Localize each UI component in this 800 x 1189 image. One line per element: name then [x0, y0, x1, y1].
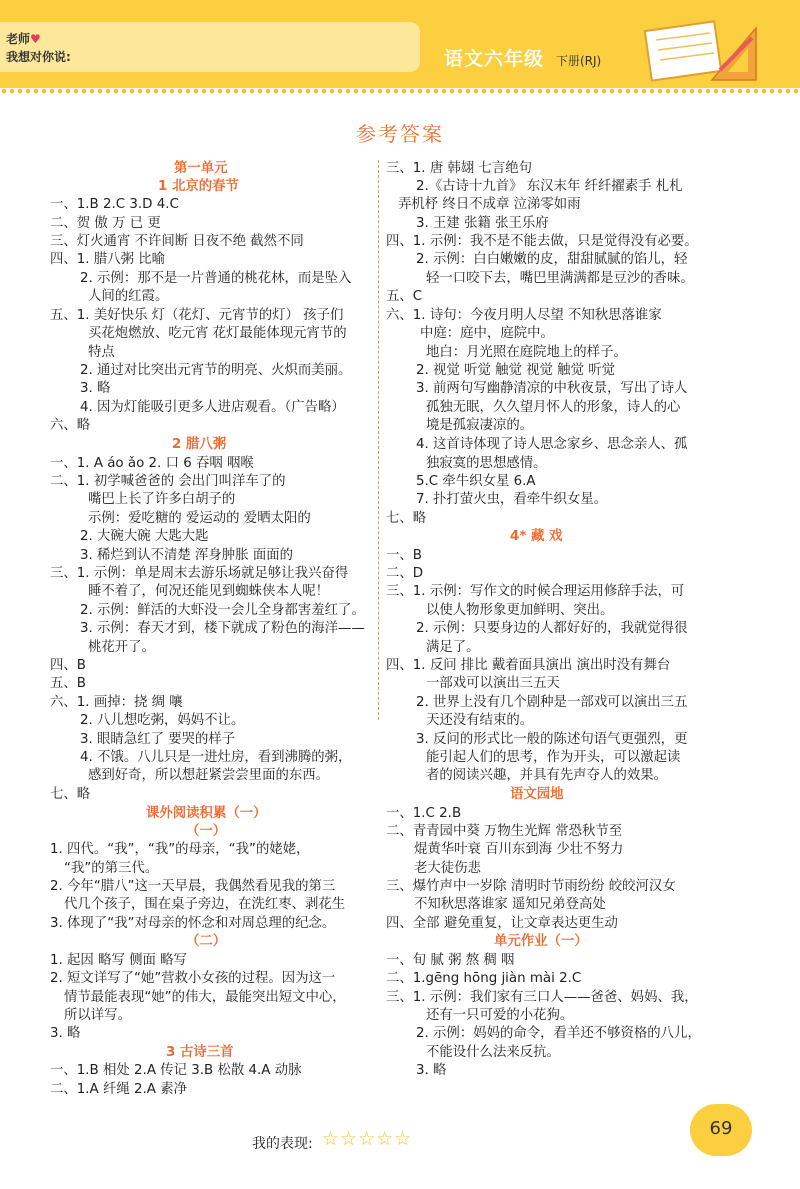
answer-line: 三、1. 示例：写作文的时候合理运用修辞手法，可: [386, 584, 685, 599]
answer-line: 独寂寞的思想感情。: [426, 456, 547, 471]
answer-line: 七、略: [386, 511, 427, 526]
answer-line: 2. 短文详写了“她”营救小女孩的过程。因为这一: [50, 971, 336, 986]
answer-line: 四、1. 腊八粥 比喻: [50, 252, 166, 267]
answer-line: 3. 稀烂到认不清楚 浑身肿胀 面面的: [80, 548, 294, 563]
answer-line: 一、B: [386, 548, 422, 563]
answer-line: 能引起人们的思考，作为开头，可以激起读: [426, 750, 681, 765]
answer-line: 3. 眼睛急红了 要哭的样子: [80, 732, 236, 747]
answer-line: 3. 前两句写幽静清凉的中秋夜景，写出了诗人: [416, 381, 688, 396]
section-heading: 1 北京的春节: [158, 179, 239, 194]
page-title: 参考答案: [356, 122, 444, 146]
answer-line: 境是孤寂凄凉的。: [426, 418, 534, 433]
answer-line: 所以详写。: [64, 1008, 131, 1023]
answer-line: 中庭：庭中，庭院中。: [420, 326, 554, 341]
answer-line: 2. 示例：白白嫩嫩的皮，甜甜腻腻的馅儿，轻: [416, 252, 688, 267]
column-divider: [378, 160, 379, 720]
notebook-ruler-icon: [620, 8, 760, 86]
answer-line: 三、1. 示例：我们家有三口人——爸爸、妈妈、我，: [386, 990, 698, 1005]
answer-line: 2. 示例：只要身边的人都好好的，我就觉得很: [416, 621, 688, 636]
answer-line: 一、1. A áo ǎo 2. 口 6 吞咽 咽喉: [50, 456, 254, 471]
answer-line: 买花炮燃放、吃元宵 花灯最能体现元宵节的: [88, 326, 347, 341]
answer-line: 三、爆竹声中一岁除 清明时节雨纷纷 皎皎河汉女: [386, 879, 676, 894]
answer-line: 者的阅读兴趣，并具有先声夺人的效果。: [426, 768, 668, 783]
teacher-label: 老师♥: [6, 32, 41, 46]
answer-line: 桃花开了。: [88, 640, 155, 655]
answer-line: 一、1.B 相处 2.A 传记 3.B 松散 4.A 动脉: [50, 1063, 302, 1078]
section-heading: （二）: [186, 934, 227, 949]
answer-line: 以使人物形象更加鲜明、突出。: [426, 603, 614, 618]
answer-line: 六、1. 诗句：今夜月明人尽望 不知秋思落谁家: [386, 308, 662, 323]
answer-line: 2. 示例：鲜活的大虾没一会儿全身都害羞红了。: [80, 603, 365, 618]
answer-line: 六、1. 画掉：挠 绸 嚷: [50, 695, 183, 710]
answer-line: 3. 略: [50, 1026, 81, 1041]
teacher-say: 我想对你说:: [6, 50, 71, 64]
answer-line: 2. 通过对比突出元宵节的明亮、火炽而美丽。: [80, 363, 352, 378]
answer-line: 1. 四代。“我”，“我”的母亲，“我”的姥姥，: [50, 842, 310, 857]
answer-line: 三、1. 唐 韩翃 七言绝句: [386, 161, 533, 176]
section-heading: 4* 藏 戏: [510, 529, 563, 544]
answer-line: 二、贺 傲 万 已 更: [50, 216, 161, 231]
answer-line: 不能设什么法来反抗。: [426, 1045, 560, 1060]
performance-label: 我的表现:: [252, 1136, 313, 1152]
answer-line: 情节最能表现“她”的伟大，最能突出短文中心，: [64, 990, 346, 1005]
answer-line: 2. 示例：那不是一片普通的桃花林，而是坠入: [80, 271, 352, 286]
answer-line: 天还没有结束的。: [426, 713, 534, 728]
answer-line: 地白：月光照在庭院地上的样子。: [426, 345, 627, 360]
answer-line: 一、1.C 2.B: [386, 806, 462, 821]
answer-line: 一、1.B 2.C 3.D 4.C: [50, 197, 179, 212]
answer-line: 四、1. 反问 排比 戴着面具演出 演出时没有舞台: [386, 658, 671, 673]
answer-line: 3. 略: [80, 381, 111, 396]
answer-line: 感到好奇，所以想赶紧尝尝里面的东西。: [88, 768, 330, 783]
section-heading: 第一单元: [174, 161, 228, 176]
header-dots: [0, 88, 800, 94]
section-heading: 3 古诗三首: [166, 1045, 234, 1060]
answer-line: 嘴巴上长了许多白胡子的: [88, 492, 236, 507]
answer-line: 2. 世界上没有几个剧种是一部戏可以演出三五: [416, 695, 688, 710]
answer-line: 五、1. 美好快乐 灯（花灯、元宵节的灯） 孩子们: [50, 308, 344, 323]
answer-line: 代几个孩子，围在桌子旁边，在洗红枣、剥花生: [64, 897, 346, 912]
section-heading: 单元作业（一）: [494, 934, 588, 949]
answer-line: 二、1.A 纤绳 2.A 素净: [50, 1082, 187, 1097]
answer-line: 四、1. 示例：我不是不能去做，只是觉得没有必要。: [386, 234, 698, 249]
section-heading: （一）: [186, 824, 227, 839]
section-heading: 课外阅读积累（一）: [146, 806, 267, 821]
answer-line: 2. 八儿想吃粥，妈妈不让。: [80, 713, 245, 728]
answer-line: 二、1. 初学喊爸爸的 会出门叫洋车了的: [50, 474, 286, 489]
answer-line: 焜黄华叶衰 百川东到海 少壮不努力: [414, 842, 624, 857]
answer-line: 还有一只可爱的小花狗。: [426, 1008, 574, 1023]
answer-line: 七、略: [50, 787, 91, 802]
answer-line: 孤独无眠，久久望月怀人的形象，诗人的心: [426, 400, 681, 415]
answer-line: 三、灯火通宵 不许间断 日夜不绝 截然不同: [50, 234, 304, 249]
answer-line: 三、1. 示例：单是周末去游乐场就足够让我兴奋得: [50, 566, 349, 581]
answer-line: 睡不着了，何况还能见到蜘蛛侠本人呢！: [88, 584, 330, 599]
answer-line: 2. 示例：妈妈的命令，看羊还不够资格的八儿，: [416, 1026, 701, 1041]
answer-line: 六、略: [50, 418, 91, 433]
answer-line: 4. 不饿。八儿只是一进灶房，看到沸腾的粥，: [80, 750, 352, 765]
answer-line: 2.《古诗十九首》 东汉末年 纤纤擢素手 札札: [416, 179, 683, 194]
answer-line: 满足了。: [426, 640, 480, 655]
section-heading: 2 腊八粥: [172, 437, 227, 452]
page-number: 69: [709, 1118, 733, 1139]
answer-line: 3. 王建 张籍 张王乐府: [416, 216, 549, 231]
answer-line: 二、青青园中葵 万物生光辉 常恐秋节至: [386, 824, 623, 839]
heart-icon: ♥: [30, 32, 41, 46]
answer-line: 老大徒伤悲: [414, 861, 481, 876]
answer-line: 2. 今年“腊八”这一天早晨，我偶然看见我的第三: [50, 879, 336, 894]
answer-line: 4. 因为灯能吸引更多人进店观看。（广告略）: [80, 400, 345, 415]
section-heading: 语文园地: [510, 787, 564, 802]
answer-line: 二、1.gēng hōng jiàn mài 2.C: [386, 971, 582, 986]
answer-line: 不知秋思落谁家 遥知兄弟登高处: [414, 897, 606, 912]
answer-line: 轻一口咬下去，嘴巴里满满都是豆沙的香味。: [426, 271, 694, 286]
volume-label: 下册(RJ): [556, 54, 602, 68]
answer-line: 特点: [88, 345, 115, 360]
answer-line: 3. 反问的形式比一般的陈述句语气更强烈，更: [416, 732, 688, 747]
answer-line: 五、C: [386, 289, 423, 304]
answer-line: 五、B: [50, 676, 86, 691]
answer-line: 3. 略: [416, 1063, 447, 1078]
answer-line: 2. 视觉 听觉 触觉 视觉 触觉 听觉: [416, 363, 616, 378]
answer-line: 4. 这首诗体现了诗人思念家乡、思念亲人、孤: [416, 437, 688, 452]
answer-line: 1. 起因 略写 侧面 略写: [50, 953, 187, 968]
answer-line: 四、全部 避免重复，让文章表达更生动: [386, 916, 618, 931]
answer-line: 人间的红霞。: [88, 289, 169, 304]
answer-line: 一部戏可以演出三五天: [426, 676, 560, 691]
answer-line: 二、D: [386, 566, 424, 581]
answer-line: 7. 扑打萤火虫，看牵牛织女星。: [416, 492, 608, 507]
answer-line: 3. 示例：春天才到，楼下就成了粉色的海洋——: [80, 621, 365, 636]
answer-line: “我”的第三代。: [64, 861, 159, 876]
subject-title: 语文六年级: [444, 48, 545, 70]
answer-line: 四、B: [50, 658, 86, 673]
answer-line: 示例：爱吃糖的 爱运动的 爱晒太阳的: [88, 511, 311, 526]
answer-line: 弄机杼 终日不成章 泣涕零如雨: [398, 197, 581, 212]
answer-line: 一、旬 腻 粥 熬 稠 咽: [386, 953, 515, 968]
answer-line: 3. 体现了“我”对母亲的怀念和对周总理的纪念。: [50, 916, 336, 931]
answer-line: 2. 大碗大碗 大匙大匙: [80, 529, 209, 544]
rating-stars-icon: ☆☆☆☆☆: [322, 1128, 413, 1150]
answer-line: 5.C 牵牛织女星 6.A: [416, 474, 536, 489]
